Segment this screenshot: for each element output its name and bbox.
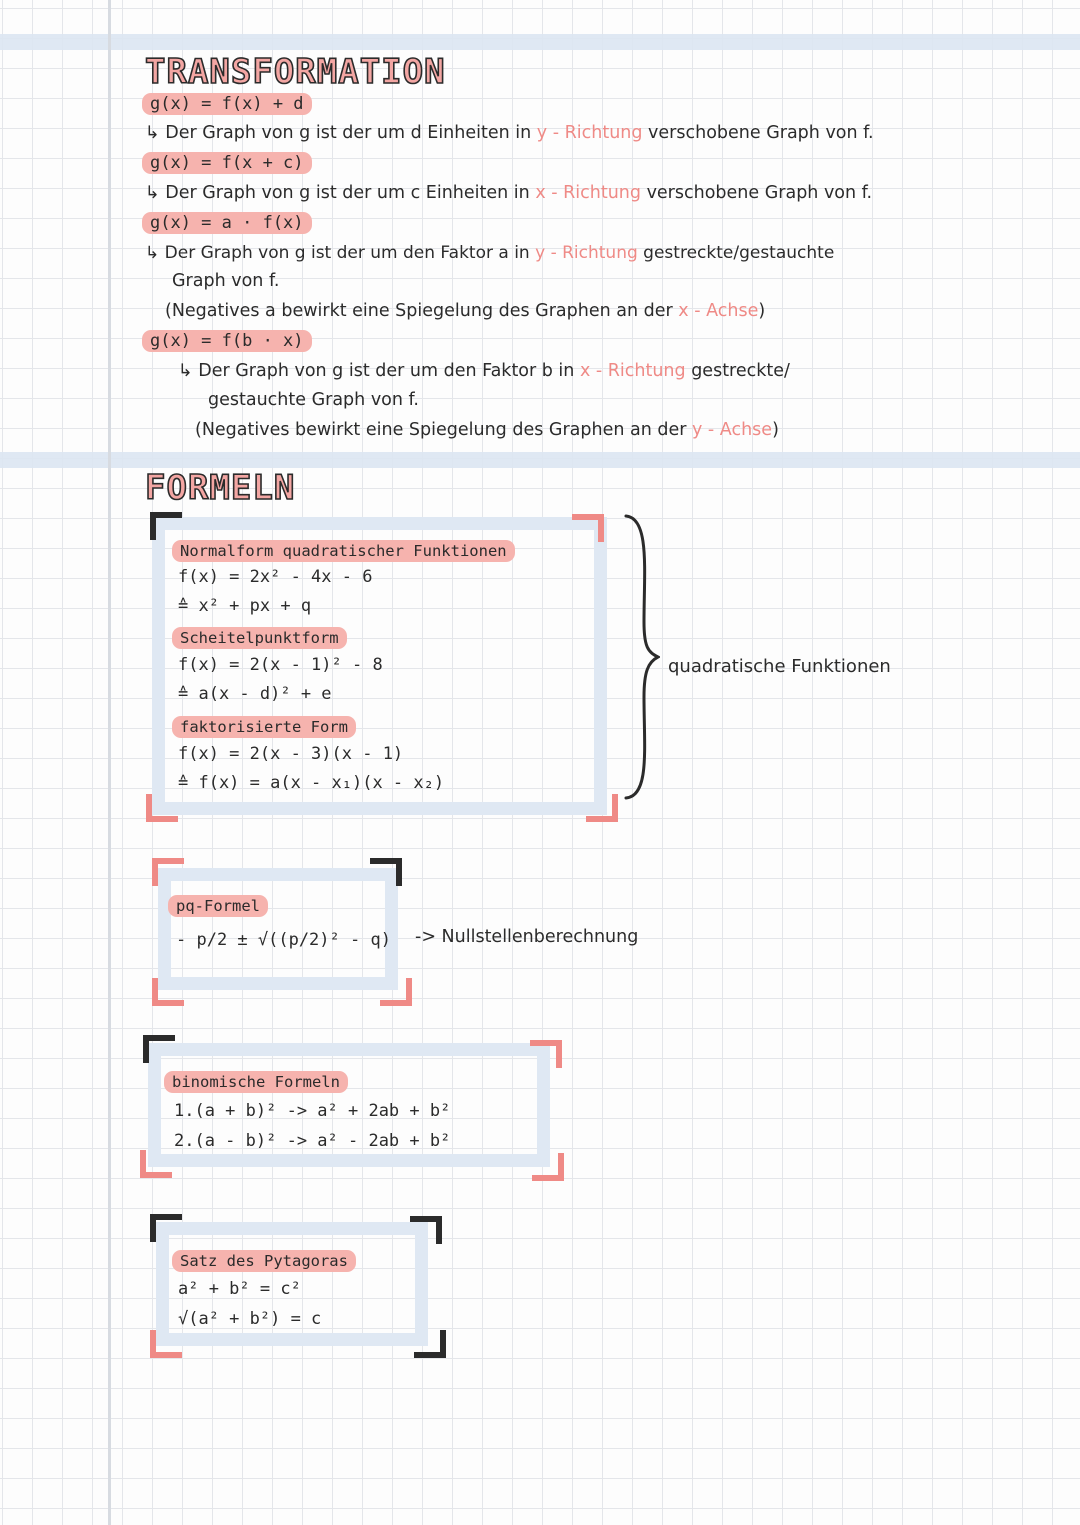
formula-g-shift-c: g(x) = f(x + c) [142,152,312,174]
transformation-title: TRANSFORMATION [145,52,446,92]
scheitelpunktform-line-1: f(x) = 2(x - 1)² - 8 [178,655,383,675]
note-4-text: (Negatives bewirkt eine Spiegelung des Graphen an der [195,420,692,440]
binom-corner-bottom-left-icon [140,1150,172,1178]
normalform-label: Normalform quadratischer Funktionen [172,540,515,562]
explanation-4-continued: gestauchte Graph von f. [208,390,419,410]
pq-formel-formula: - p/2 ± √((p/2)² - q) [176,930,391,950]
note-4-end: ) [772,420,779,440]
satz-des-pytagoras-label: Satz des Pytagoras [172,1250,356,1272]
explanation-3 [145,240,834,266]
explanation-2-end: verschobene Graph von f. [641,183,873,203]
binomische-formeln-label: binomische Formeln [164,1071,348,1093]
explanation-1-text: ↳ Der Graph von g ist der um d Einheiten in [145,123,537,143]
pyth-line-2: √(a² + b²) = c [178,1309,322,1329]
explanation-3-end: gestreckte/gestauchte [637,243,835,263]
note-3 [165,298,765,324]
corner-top-left-icon [150,512,182,540]
normalform-line-2: ≙ x² + px + q [178,596,312,616]
corner-bottom-left-icon [146,794,178,822]
explanation-1-direction: y - Richtung [536,123,643,143]
note-3-axis: x - Achse [678,301,759,321]
pq-corner-top-right-icon [370,858,402,886]
faktorisierte-form-label: faktorisierte Form [172,716,356,738]
explanation-1-end: verschobene Graph von f. [642,123,874,143]
note-3-text: (Negatives a bewirkt eine Spiegelung des Graphen an der [165,301,679,321]
pyth-line-1: a² + b² = c² [178,1279,301,1299]
formula-g-times-a: g(x) = a · f(x) [142,212,312,234]
binom-corner-bottom-right-icon [532,1153,564,1181]
pyth-corner-bottom-right-icon [414,1330,446,1358]
pyth-corner-top-right-icon [410,1216,442,1244]
middle-band [0,452,1080,468]
faktorisierte-form-line-1: f(x) = 2(x - 3)(x - 1) [178,744,404,764]
note-4-axis: y - Achse [692,420,773,440]
pq-corner-bottom-left-icon [152,978,184,1006]
pq-corner-top-left-icon [152,858,184,886]
formula-g-times-b-x: g(x) = f(b · x) [142,330,312,352]
curly-brace-icon [620,512,660,802]
note-4 [195,417,779,443]
binom-line-2: 2.(a - b)² -> a² - 2ab + b² [174,1131,451,1151]
pq-formel-label: pq-Formel [168,895,268,917]
top-band [0,34,1080,50]
explanation-3-text: ↳ Der Graph von g ist der um den Faktor a in [145,243,536,263]
note-3-end: ) [758,301,766,321]
corner-top-right-icon [572,514,604,542]
explanation-3-continued: Graph von f. [172,271,280,291]
explanation-1 [145,120,874,146]
formula-g-plus-d: g(x) = f(x) + d [142,93,312,115]
explanation-2-direction: x - Richtung [535,183,641,203]
normalform-line-1: f(x) = 2x² - 4x - 6 [178,567,373,587]
margin-line [108,0,111,1525]
pq-arrow-text: -> Nullstellenberechnung [415,927,639,947]
explanation-4-direction: x - Richtung [579,361,686,381]
scheitelpunktform-label: Scheitelpunktform [172,627,347,649]
explanation-2 [145,180,872,206]
pq-corner-bottom-right-icon [380,978,412,1006]
formeln-title: FORMELN [145,468,296,508]
corner-bottom-right-icon [586,794,618,822]
explanation-4-end: gestreckte/ [685,361,790,381]
binom-line-1: 1.(a + b)² -> a² + 2ab + b² [174,1101,451,1121]
binom-corner-top-left-icon [143,1035,175,1063]
pyth-corner-top-left-icon [150,1214,182,1242]
faktorisierte-form-line-2: ≙ f(x) = a(x - x₁)(x - x₂) [178,773,445,793]
explanation-4-text: ↳ Der Graph von g ist der um den Faktor b in [178,361,580,381]
explanation-3-direction: y - Richtung [535,243,638,263]
binom-corner-top-right-icon [530,1040,562,1068]
scheitelpunktform-line-2: ≙ a(x - d)² + e [178,684,332,704]
brace-label: quadratische Funktionen [668,656,891,677]
pyth-corner-bottom-left-icon [150,1330,182,1358]
explanation-2-text: ↳ Der Graph von g ist der um c Einheiten in [145,183,536,203]
explanation-4 [178,358,790,384]
